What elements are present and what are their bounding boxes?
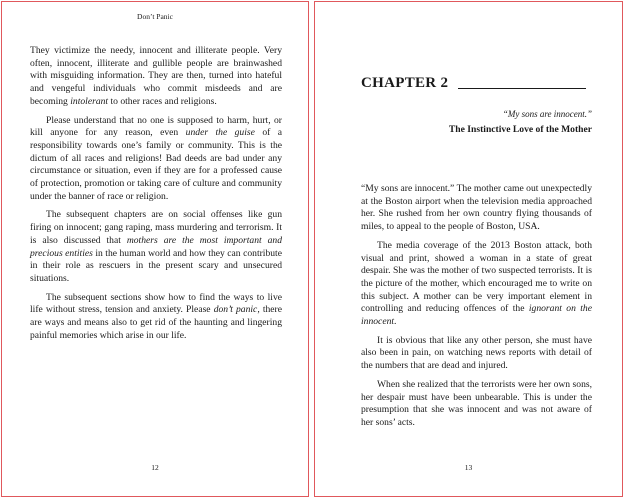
- paragraph: They victimize the needy, innocent and illiterate people. Very often, innocent, illiterate and gullible people are brainwashed with misguiding information. They are then, turned into hateful and vengeful individuals who commit misdeeds and are becoming intolerant to other races and religions.: [30, 45, 282, 107]
- right-body-text: [361, 183, 592, 436]
- page-number-right: 13: [464, 463, 473, 472]
- paragraph: The subsequent chapters are on social offenses like gun firing on innocent; gang raping, mass murdering and terrorism. It is also discussed that mothers are the most important and precious entities in the human world and how they can contribute in their role as rescuers in the present scary and unsecured situations.: [30, 209, 283, 284]
- emphasis-text: ignorant on the innocent: [361, 303, 592, 328]
- running-head: Don’t Panic: [137, 12, 173, 21]
- paragraph: The media coverage of the 2013 Boston attack, both visual and print, showed a woman in a state of great despair. She was the mother of two suspected terrorists. It is the picture of the mother, which encouraged me to write on this subject. A mother can be very important element in controlling and reducing offences of the ignorant on the innocent.: [361, 239, 592, 328]
- chapter-heading: [361, 75, 592, 92]
- chapter-title: CHAPTER 2: [361, 75, 449, 91]
- emphasis-text: intolerant: [70, 95, 109, 107]
- left-page: [1, 1, 309, 497]
- chapter-rule: [458, 87, 586, 89]
- chapter-subtitle: The Instinctive Love of the Mother: [448, 124, 592, 135]
- epigraph: “My sons are innocent.”: [502, 109, 592, 119]
- left-body-text: [30, 45, 282, 348]
- right-page: [314, 1, 623, 497]
- paragraph: “My sons are innocent.” The mother came out unexpectedly at the Boston airport when the television media approached her. She rushed from her own country flying thousands of miles, to appeal to the people of Boston, USA.: [361, 183, 592, 233]
- paragraph: It is obvious that like any other person, she must have also been in pain, on watching news reports with detail of the numbers that are dead and injured.: [361, 334, 592, 372]
- page-number-left: 12: [151, 463, 159, 472]
- emphasis-text: mothers are the most important and precious entities: [30, 234, 283, 259]
- paragraph: The subsequent sections show how to find the ways to live life without stress, tension and anxiety. Please don’t panic, there are ways and means also to get rid of the haunting and lingering painful memories which arise in our life.: [30, 291, 282, 341]
- emphasis-text: under the guise: [185, 127, 255, 139]
- paragraph: Please understand that no one is supposed to harm, hurt, or kill anyone for any reason, even under the guise of a responsibility towards one’s family or community. This is the dictum of all races and religions! Bad deeds are bad under any circumstance or situation, even if they are for a professed cause of protection, promotion or taking care of culture and community under the banner of race or religion.: [30, 114, 282, 202]
- paragraph: When she realized that the terrorists were her own sons, her despair must have been unbearable. This is under the presumption that she was innocent and was not aware of her sons’ acts.: [361, 378, 592, 428]
- emphasis-text: don’t panic: [213, 304, 258, 316]
